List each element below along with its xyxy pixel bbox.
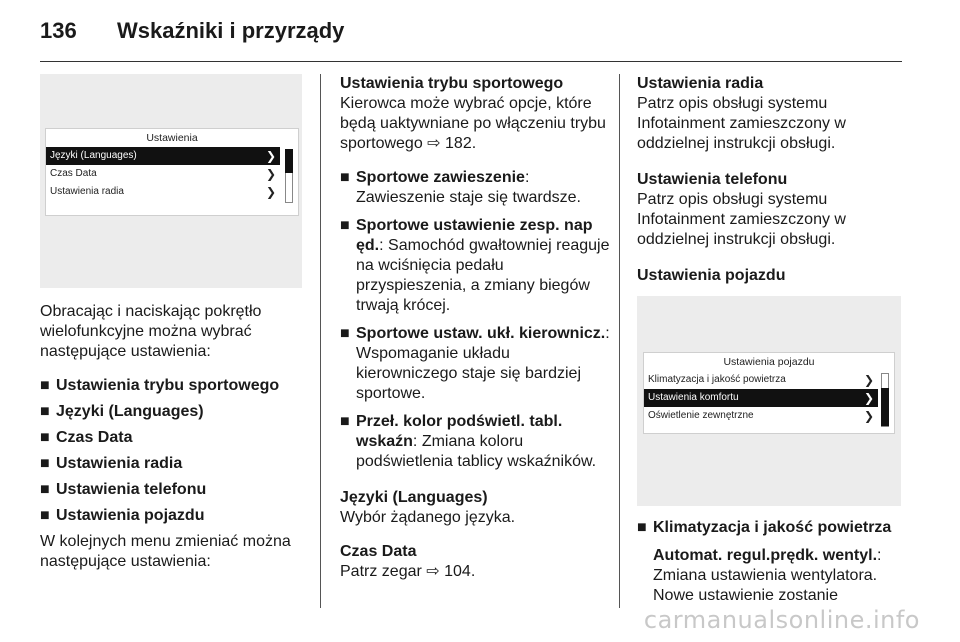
chevron-right-icon: ❯ <box>863 373 874 387</box>
settings-list <box>40 376 302 526</box>
vehicle-settings-display <box>643 352 895 434</box>
column-3 <box>637 74 903 606</box>
page-reference-arrow-icon: ⇨ <box>426 563 440 580</box>
sub-option-term: Automat. regul.prędk. wentyl. <box>653 547 878 564</box>
list-item: ■ Ustawienia telefonu <box>40 481 207 498</box>
list-item: ■ Przeł. kolor podświetl. tabl. wskaźn: Zmiana koloru podświetlenia tablicy wskaźników. <box>340 413 597 470</box>
square-bullet-icon: ■ <box>40 507 50 524</box>
sport-options-list <box>340 168 612 472</box>
sport-mode-section <box>340 74 612 154</box>
watermark: carmanualsonline.info <box>643 606 920 634</box>
section-text: Patrz opis obsługi systemu Infotainment zamieszczony w oddzielnej instrukcji obsługi. <box>637 191 846 248</box>
page-title: Wskaźniki i przyrządy <box>117 18 345 43</box>
section-text: Patrz zegar <box>340 563 422 580</box>
square-bullet-icon: ■ <box>40 429 50 446</box>
list-item: ■ Języki (Languages) <box>40 403 204 420</box>
list-item: ■ Sportowe ustawienie zesp. nap ęd.: Samochód gwałtowniej reaguje na wciśnięcia pedału przyspieszenia, a zmiany biegów trwają krócej. <box>340 217 610 314</box>
chevron-right-icon: ❯ <box>265 185 276 199</box>
radio-settings-section <box>637 74 903 154</box>
square-bullet-icon: ■ <box>40 481 50 498</box>
menu-item-climate[interactable] <box>644 371 878 389</box>
scrollbar[interactable] <box>285 149 293 203</box>
column-1 <box>40 74 302 586</box>
list-item: ■ Czas Data <box>40 429 133 446</box>
display-title: Ustawienia <box>146 132 198 144</box>
menu-item-label: Ustawienia radia <box>50 186 124 197</box>
menu-item-label: Ustawienia komfortu <box>648 392 739 403</box>
settings-display <box>45 128 299 216</box>
vehicle-settings-section <box>637 266 903 286</box>
column-divider <box>320 74 321 608</box>
time-date-section <box>340 542 612 582</box>
menu-item-exterior-lighting[interactable] <box>644 407 878 425</box>
section-text: Wybór żądanego języka. <box>340 509 516 526</box>
column-divider <box>619 74 620 608</box>
sub-option: Automat. regul.prędk. wentyl.: Zmiana ustawienia wentylatora. Nowe ustawienie zostanie <box>653 547 882 604</box>
square-bullet-icon: ■ <box>340 217 350 234</box>
section-heading: Ustawienia trybu sportowego <box>340 75 564 92</box>
list-item: ■ Sportowe zawieszenie: Zawieszenie staje się twardsze. <box>340 169 581 206</box>
section-text: Patrz opis obsługi systemu Infotainment zamieszczony w oddzielnej instrukcji obsługi. <box>637 95 846 152</box>
outro-text: W kolejnych menu zmieniać można następujące ustawienia: <box>40 533 291 570</box>
page-reference[interactable]: 182. <box>445 135 477 152</box>
menu-item-label: Języki (Languages) <box>50 150 137 161</box>
page-reference-arrow-icon: ⇨ <box>427 135 441 152</box>
menu-item-label: Oświetlenie zewnętrzne <box>648 410 754 421</box>
chevron-right-icon: ❯ <box>863 391 874 405</box>
square-bullet-icon: ■ <box>340 169 350 186</box>
page-reference[interactable]: 104. <box>444 563 476 580</box>
column-2 <box>340 74 612 596</box>
header-divider <box>40 61 902 62</box>
section-text: Kierowca może wybrać opcje, które będą uaktywniane po włączeniu trybu sportowego <box>340 95 606 152</box>
section-heading: Ustawienia telefonu <box>637 171 788 188</box>
chevron-right-icon: ❯ <box>265 167 276 181</box>
list-item: ■ Sportowe ustaw. ukł. kierownicz.: Wspomaganie układu kierowniczego staje się bardziej sportowe. <box>340 325 610 402</box>
menu-item-radio-settings[interactable] <box>46 183 280 201</box>
section-heading: Ustawienia radia <box>637 75 764 92</box>
square-bullet-icon: ■ <box>637 519 647 536</box>
list-item: ■ Ustawienia pojazdu <box>40 507 205 524</box>
vehicle-settings-screen-figure <box>637 296 901 506</box>
square-bullet-icon: ■ <box>340 325 350 342</box>
scrollbar[interactable] <box>881 373 889 427</box>
square-bullet-icon: ■ <box>40 403 50 420</box>
square-bullet-icon: ■ <box>340 413 350 430</box>
menu-item-time-date[interactable] <box>46 165 280 183</box>
menu-item-label: Klimatyzacja i jakość powietrza <box>648 374 786 385</box>
chevron-right-icon: ❯ <box>863 409 874 423</box>
intro-text: Obracając i naciskając pokrętło wielofunkcyjne można wybrać następujące ustawienia: <box>40 303 262 360</box>
square-bullet-icon: ■ <box>40 455 50 472</box>
page-number: 136 <box>40 18 77 43</box>
scrollbar-thumb[interactable] <box>285 149 293 173</box>
phone-settings-section <box>637 170 903 250</box>
section-heading: Języki (Languages) <box>340 489 488 506</box>
section-heading: Czas Data <box>340 543 417 560</box>
section-heading: Ustawienia pojazdu <box>637 267 786 284</box>
chevron-right-icon: ❯ <box>265 149 276 163</box>
menu-item-label: Czas Data <box>50 168 97 179</box>
languages-section <box>340 488 612 528</box>
display-title: Ustawienia pojazdu <box>723 356 815 368</box>
menu-item-languages[interactable] <box>46 147 280 165</box>
scrollbar-thumb[interactable] <box>881 388 889 426</box>
settings-screen-figure <box>40 74 302 288</box>
vehicle-options-list <box>637 518 903 538</box>
list-item: ■ Klimatyzacja i jakość powietrza <box>637 519 892 536</box>
menu-item-comfort[interactable] <box>644 389 878 407</box>
list-item: ■ Ustawienia radia <box>40 455 183 472</box>
list-item: ■ Ustawienia trybu sportowego <box>40 377 280 394</box>
square-bullet-icon: ■ <box>40 377 50 394</box>
sub-option-desc: Zmiana ustawienia wentylatora. Nowe ustawienie zostanie <box>653 567 878 604</box>
